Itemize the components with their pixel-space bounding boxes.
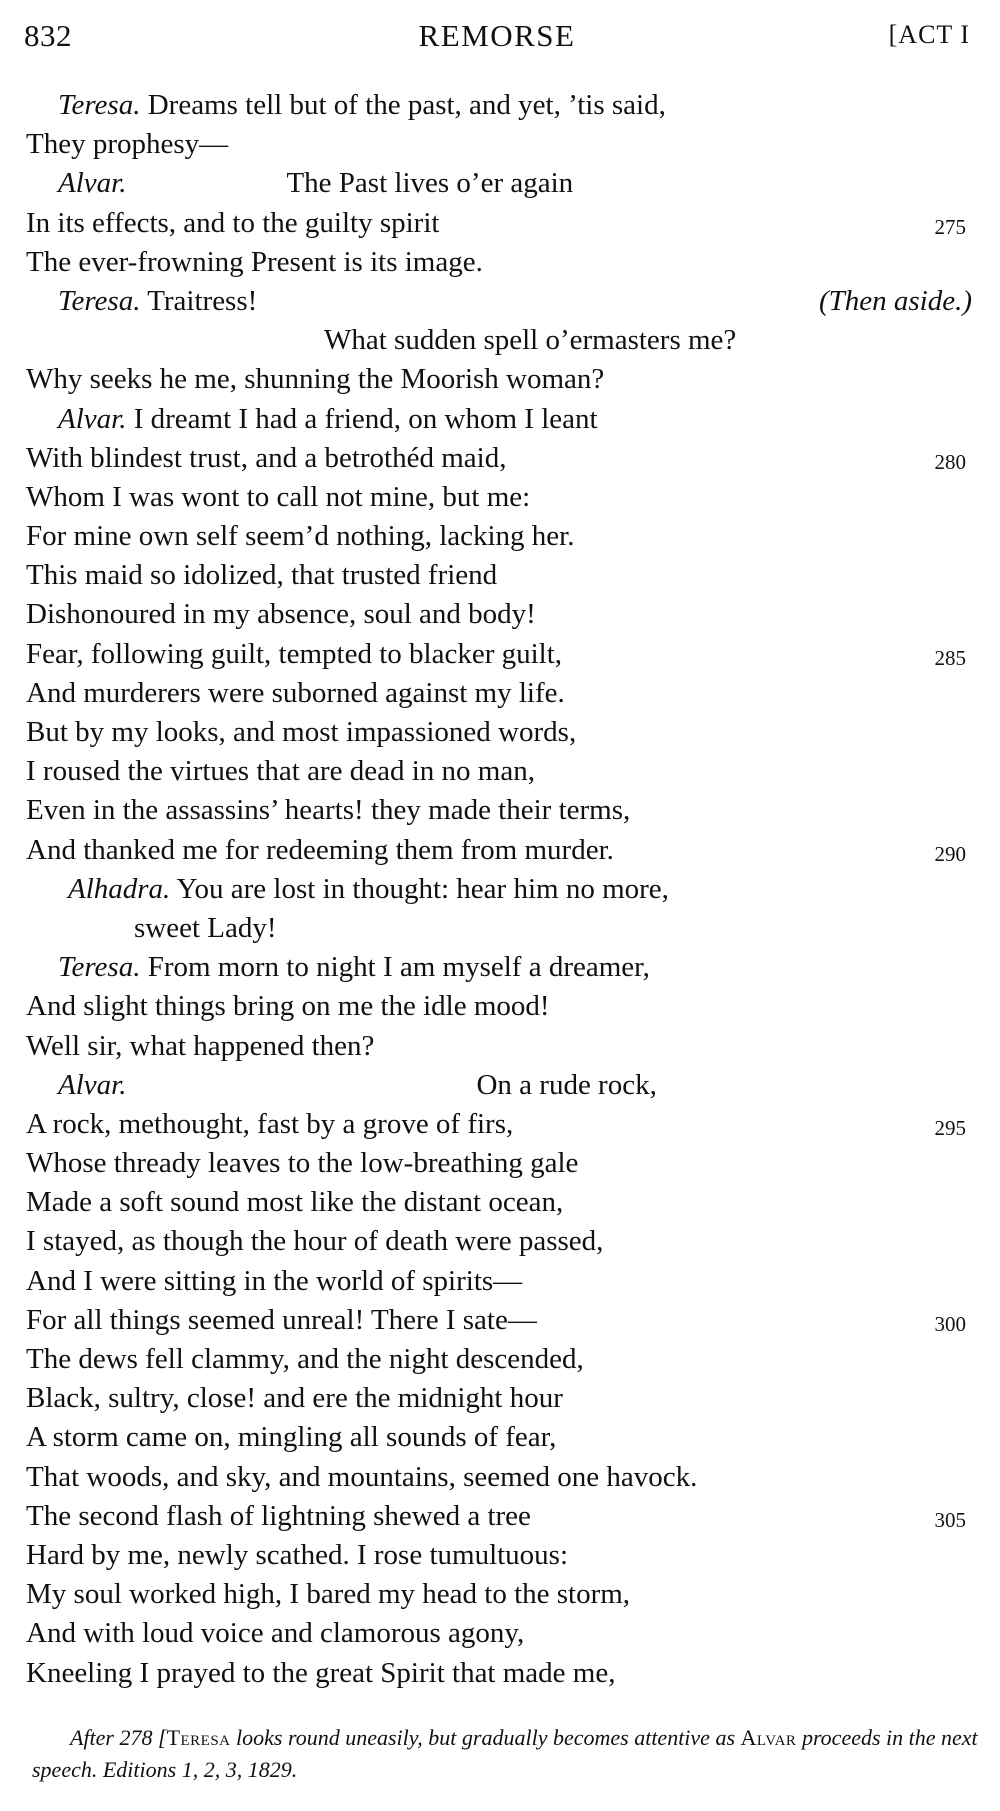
footnote-speaker: Teresa: [166, 1725, 231, 1750]
line-text: And I were sitting in the world of spirits—: [26, 1264, 523, 1297]
verse-line: [26, 948, 976, 987]
verse-line: [26, 987, 976, 1026]
speaker-name: Teresa.: [58, 284, 141, 317]
line-text: Made a soft sound most like the distant ocean,: [26, 1186, 564, 1219]
verse-line: [26, 1654, 976, 1693]
speaker-name: Teresa.: [58, 89, 141, 121]
verse-line: [26, 1497, 976, 1536]
speaker-name: Teresa.: [58, 951, 141, 984]
line-text: A rock, methought, fast by a grove of firs,: [26, 1107, 514, 1140]
verse-line: [26, 1144, 976, 1183]
verse-line: [26, 1575, 976, 1614]
verse-line: [26, 1027, 976, 1066]
line-text: With blindest trust, and a betrothéd maid,: [26, 441, 507, 474]
line-text: I stayed, as though the hour of death were passed,: [26, 1225, 604, 1258]
verse-line: [26, 791, 976, 830]
line-text: Fear, following guilt, tempted to blacker guilt,: [26, 637, 563, 670]
line-text: And with loud voice and clamorous agony,: [26, 1617, 525, 1650]
line-text: Hard by me, newly scathed. I rose tumultuous:: [26, 1538, 569, 1571]
verse-line: [26, 635, 976, 674]
line-text: And thanked me for redeeming them from murder.: [26, 833, 614, 866]
speaker-name: Alhadra.: [68, 872, 171, 905]
verse-line: [26, 713, 976, 752]
footnote-speaker-2: Alvar: [740, 1725, 797, 1750]
line-text: From morn to night I am myself a dreamer,: [140, 951, 650, 984]
verse-line: [26, 517, 976, 556]
verse-line: [26, 1418, 976, 1457]
verse-line: [26, 556, 976, 595]
verse-line: [26, 321, 976, 360]
footnote: [0, 1722, 980, 1786]
verse-line: [26, 595, 976, 634]
line-text: The dews fell clammy, and the night descended,: [26, 1343, 584, 1375]
line-text: This maid so idolized, that trusted friend: [26, 559, 498, 592]
verse-line: [26, 1301, 976, 1340]
line-text: The second flash of lightning shewed a tree: [26, 1499, 531, 1532]
line-text: I dreamt I had a friend, on whom I leant: [126, 402, 598, 435]
verse-line: [26, 1105, 976, 1144]
page-number: 832: [24, 18, 72, 53]
line-text: The ever-frowning Present is its image.: [26, 245, 483, 278]
line-text: Dishonoured in my absence, soul and body!: [26, 598, 536, 631]
verse-line: [26, 831, 976, 870]
footnote-mid: looks round uneasily, but gradually becomes attentive as: [230, 1725, 741, 1750]
verse-line: [26, 439, 976, 478]
line-text: For mine own self seem’d nothing, lacking her.: [26, 520, 575, 553]
verse-line: [26, 360, 976, 399]
line-text: That woods, and sky, and mountains, seemed one havock.: [26, 1460, 698, 1493]
line-number: 290: [934, 841, 966, 866]
verse-line: [26, 86, 976, 125]
verse-line: [26, 752, 976, 791]
line-text: Traitress!: [140, 284, 258, 317]
verse-line: [26, 909, 976, 948]
line-text: The Past lives o’er again: [286, 167, 574, 200]
verse-line: [26, 674, 976, 713]
speaker-name: Alvar.: [58, 402, 127, 435]
verse-line: [26, 1183, 976, 1222]
line-text: I roused the virtues that are dead in no man,: [26, 755, 535, 788]
verse-line: [26, 243, 976, 282]
line-text: Whom I was wont to call not mine, but me:: [26, 480, 531, 513]
verse-line: [26, 1340, 976, 1379]
footnote-after: After 278 [: [70, 1725, 167, 1750]
line-text: Dreams tell but of the past, and yet, ’tis said,: [140, 89, 666, 121]
speaker-name: Alvar.: [58, 1068, 127, 1101]
verse-line: [26, 204, 976, 243]
page-title: REMORSE: [418, 18, 576, 53]
verse-line: [26, 478, 976, 517]
verse-line: [26, 1536, 976, 1575]
verse-line: [26, 125, 976, 164]
line-text: And murderers were suborned against my life.: [26, 676, 565, 709]
line-text: You are lost in thought: hear him no more,: [170, 872, 669, 905]
line-text: Why seeks he me, shunning the Moorish woman?: [26, 363, 605, 396]
line-text: What sudden spell o’ermasters me?: [324, 324, 737, 357]
line-text: sweet Lady!: [134, 911, 277, 944]
verse-line: [26, 164, 976, 203]
verse-text: [26, 86, 976, 1693]
line-text: And slight things bring on me the idle mood!: [26, 990, 550, 1023]
verse-line: [26, 1614, 976, 1653]
line-number: 295: [934, 1115, 966, 1140]
stage-direction: (Then aside.): [818, 284, 972, 317]
line-number: 305: [934, 1507, 966, 1532]
verse-line: [26, 1379, 976, 1418]
line-text: Well sir, what happened then?: [26, 1029, 375, 1062]
running-header: [24, 18, 970, 62]
line-text: They prophesy—: [26, 128, 229, 161]
line-number: 280: [934, 449, 966, 474]
line-text: Black, sultry, close! and ere the midnight hour: [26, 1382, 563, 1415]
line-text: My soul worked high, I bared my head to the storm,: [26, 1578, 631, 1611]
footnote-end: proceeds in the next speech. Editions 1, 2, 3, 1829.: [32, 1725, 978, 1782]
line-text: In its effects, and to the guilty spirit: [26, 206, 440, 239]
line-number: 300: [934, 1311, 966, 1336]
line-text: But by my looks, and most impassioned words,: [26, 716, 577, 748]
line-number: 275: [934, 214, 966, 239]
line-text: A storm came on, mingling all sounds of fear,: [26, 1421, 557, 1454]
verse-line: [26, 1066, 976, 1105]
verse-line: [26, 282, 976, 321]
verse-line: [26, 870, 976, 909]
line-number: 285: [934, 645, 966, 670]
verse-line: [26, 1262, 976, 1301]
verse-line: [26, 1222, 976, 1261]
speaker-name: Alvar.: [58, 167, 127, 200]
verse-line: [26, 1458, 976, 1497]
verse-line: [26, 400, 976, 439]
act-marker: [ACT I: [888, 20, 970, 49]
line-text: For all things seemed unreal! There I sate—: [26, 1303, 537, 1336]
line-text: On a rude rock,: [476, 1068, 657, 1101]
line-text: Whose thready leaves to the low-breathing gale: [26, 1147, 579, 1180]
line-text: Even in the assassins’ hearts! they made their terms,: [26, 794, 631, 827]
line-text: Kneeling I prayed to the great Spirit that made me,: [26, 1656, 616, 1689]
